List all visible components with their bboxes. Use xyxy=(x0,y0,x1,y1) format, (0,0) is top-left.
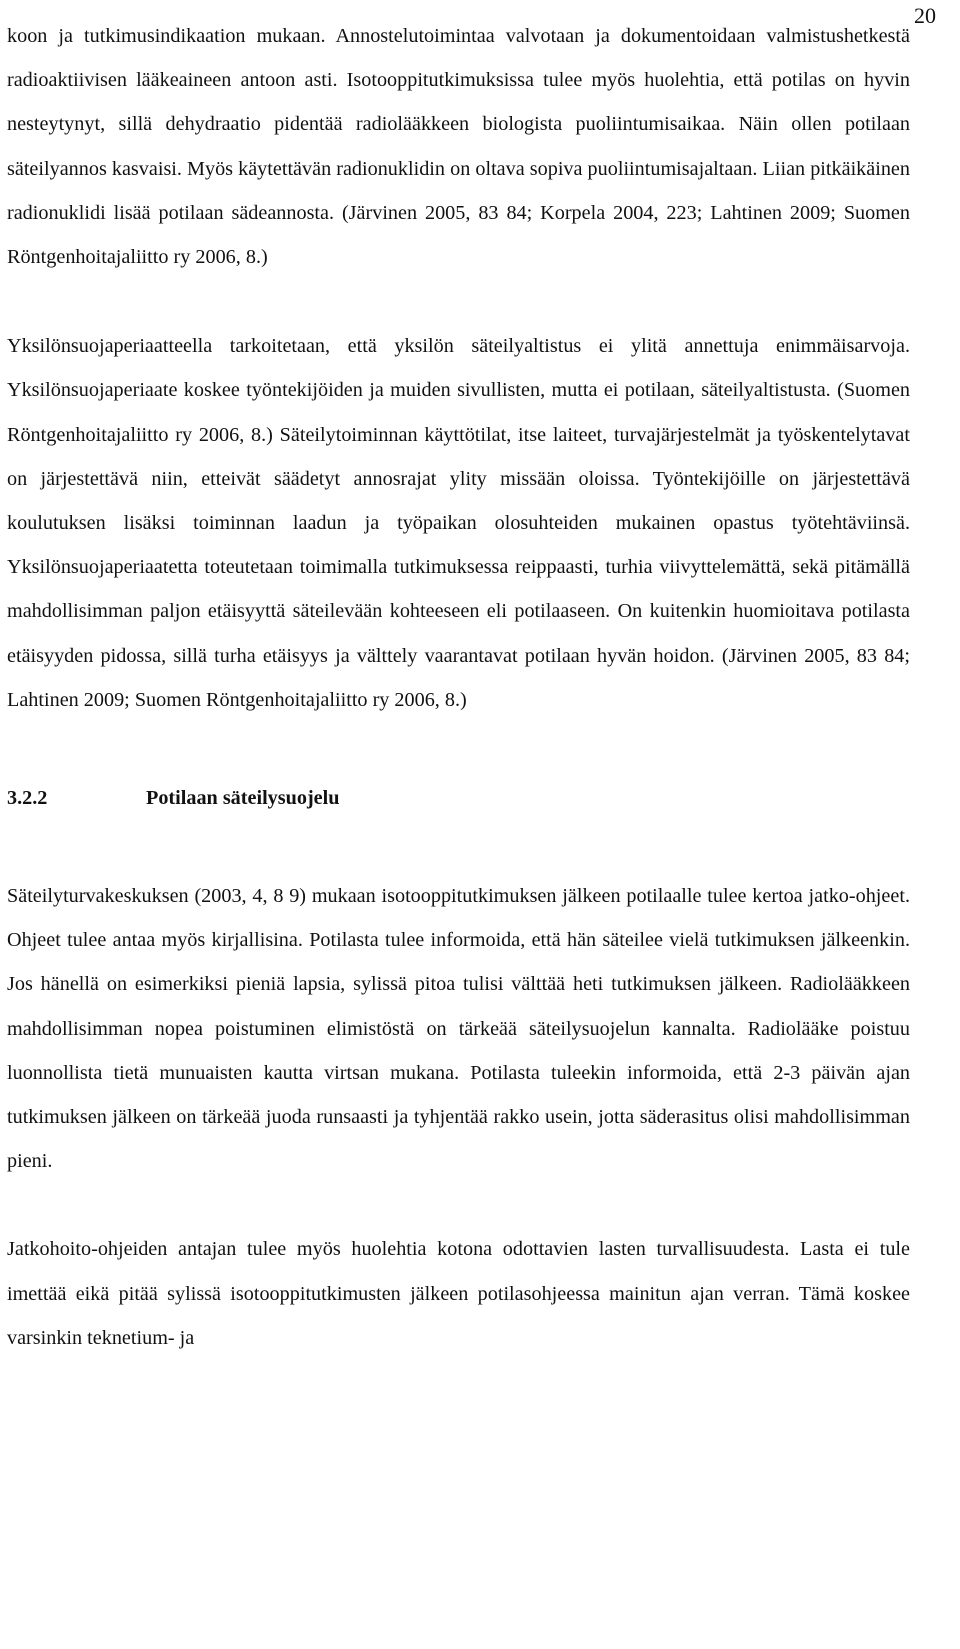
section-title: Potilaan säteilysuojelu xyxy=(146,787,340,810)
paragraph-dose-control: koon ja tutkimusindikaation mukaan. Annostelutoimintaa valvotaan ja dokumentoidaan valmistushetkestä radioaktiivisen lääkeaineen antoon asti. Isotooppitutkimuksissa tulee myös huolehtia, että potilas on hyvin nesteytynyt, sillä dehydraatio pidentää radiolääkkeen biologista puoliintumisaikaa. Näin ollen potilaan säteilyannos kasvaisi. Myös käytettävän radionuklidin on oltava sopiva puoliintumisajaltaan. Liian pitkäikäinen radionuklidi lisää potilaan sädeannosta. (Järvinen 2005, 83 84; Korpela 2004, 223; Lahtinen 2009; Suomen Röntgenhoitajaliitto ry 2006, 8.) xyxy=(7,25,910,269)
paragraph-individual-protection: Yksilönsuojaperiaatteella tarkoitetaan, että yksilön säteilyaltistus ei ylitä annettuja enimmäisarvoja. Yksilönsuojaperiaate koskee työntekijöiden ja muiden sivullisten, mutta ei potilaan, säteilyaltistusta. (Suomen Röntgenhoitajaliitto ry 2006, 8.) Säteilytoiminnan käyttötilat, itse laiteet, turvajärjestelmät ja työskentelytavat on järjestettävä niin, etteivät säädetyt annosrajat ylity missään oloissa. Työntekijöille on järjestettävä koulutuksen lisäksi toiminnan laadun ja työpaikan olosuhteiden mukainen opastus työtehtäviinsä. Yksilönsuojaperiaatetta toteutetaan toimimalla tutkimuksessa reippaasti, turhia viivyttelemättä, sekä pitämällä mahdollisimman paljon etäisyyttä säteilevään kohteeseen eli potilaaseen. On kuitenkin huomioitava potilasta etäisyyden pidossa, sillä turha etäisyys ja välttely vaarantavat potilaan hyvän hoidon. (Järvinen 2005, 83 84; Lahtinen 2009; Suomen Röntgenhoitajaliitto ry 2006, 8.) xyxy=(7,335,910,711)
section-heading xyxy=(7,784,910,812)
document-body xyxy=(7,14,910,1360)
section-number: 3.2.2 xyxy=(7,787,48,810)
page-number: 20 xyxy=(914,3,936,28)
paragraph-follow-up-care: Jatkohoito-ohjeiden antajan tulee myös huolehtia kotona odottavien lasten turvallisuudesta. Lasta ei tule imettää eikä pitää sylissä isotooppitutkimusten jälkeen potilasohjeessa mainitun ajan verran. Tämä koskee varsinkin teknetium- ja xyxy=(7,1238,910,1349)
paragraph-patient-instructions: Säteilyturvakeskuksen (2003, 4, 8 9) mukaan isotooppitutkimuksen jälkeen potilaalle tulee kertoa jatko-ohjeet. Ohjeet tulee antaa myös kirjallisina. Potilasta tulee informoida, että hän säteilee vielä tutkimuksen jälkeenkin. Jos hänellä on esimerkiksi pieniä lapsia, sylissä pitoa tulisi välttää heti tutkimuksen jälkeen. Radiolääkkeen mahdollisimman nopea poistuminen elimistöstä on tärkeää säteilysuojelun kannalta. Radiolääke poistuu luonnollista tietä munuaisten kautta virtsan mukana. Potilasta tuleekin informoida, että 2-3 päivän ajan tutkimuksen jälkeen on tärkeää juoda runsaasti ja tyhjentää rakko usein, jotta säderasitus olisi mahdollisimman pieni. xyxy=(7,885,910,1173)
